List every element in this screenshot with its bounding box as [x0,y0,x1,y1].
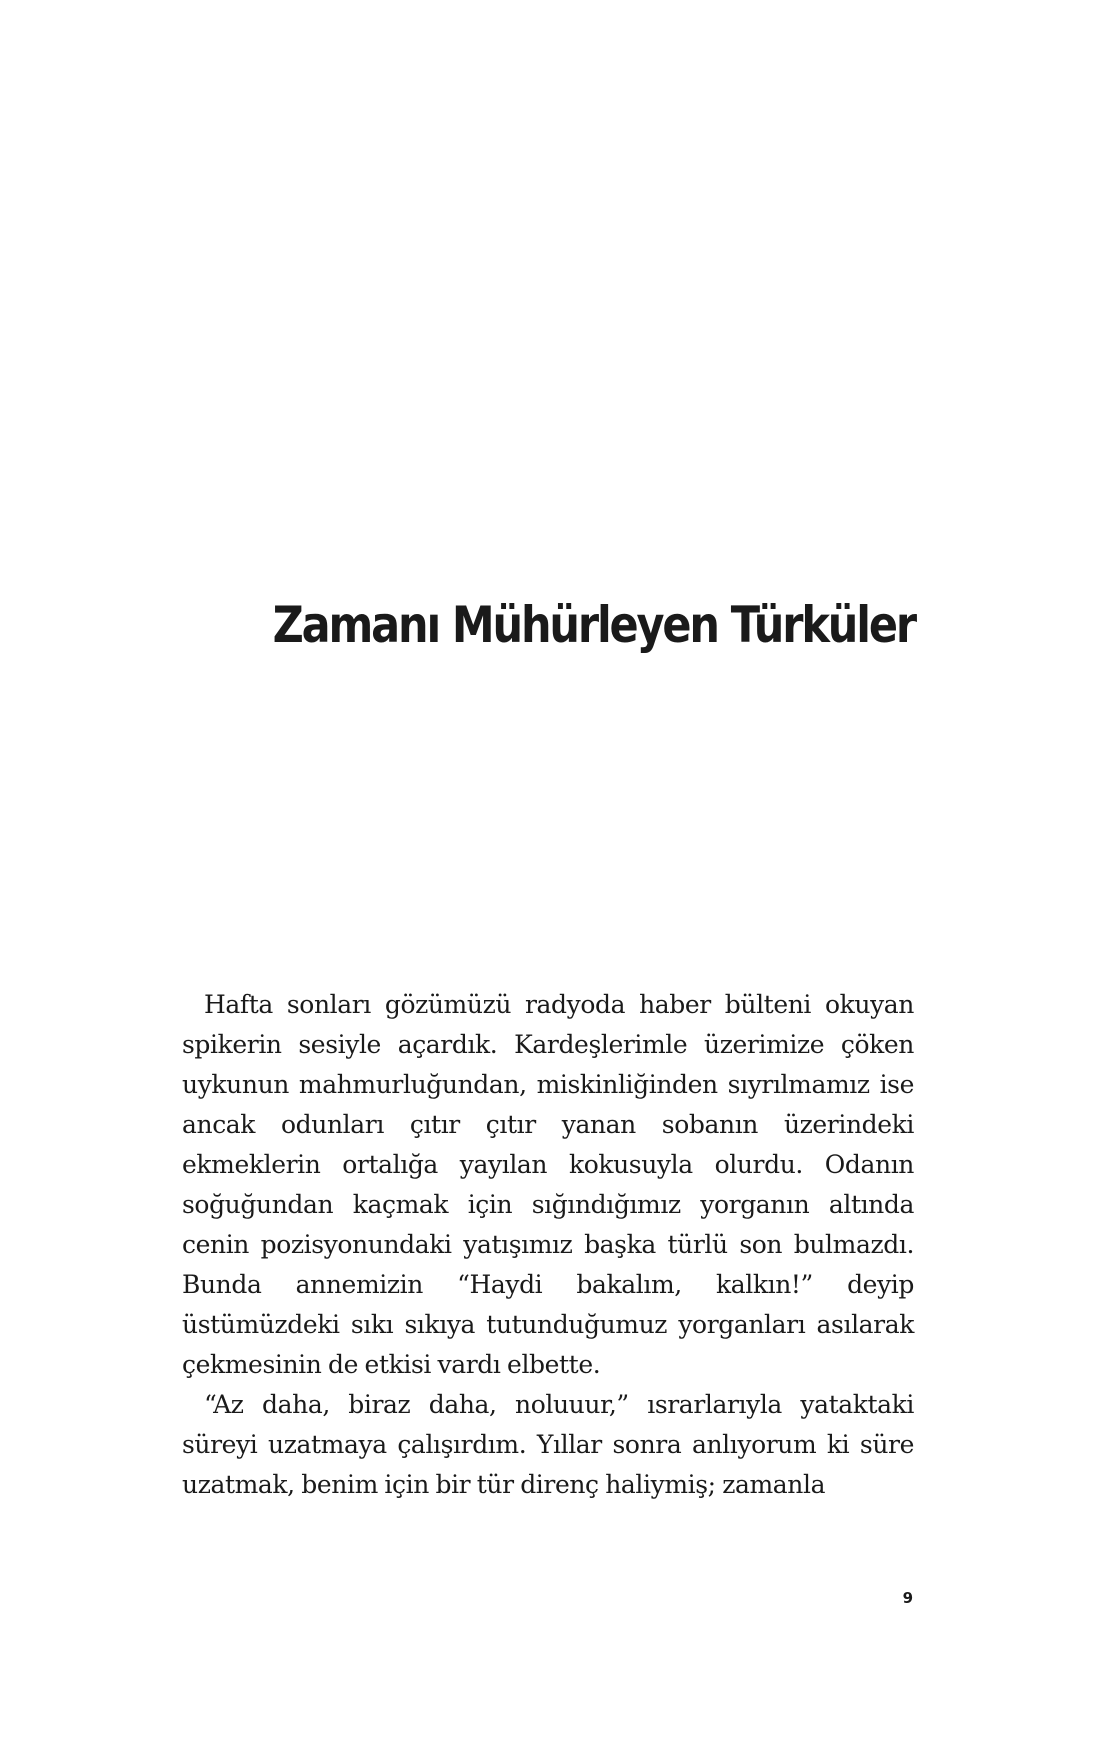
paragraph: Hafta sonları gözümüzü radyoda haber bülteni okuyan spikerin sesiyle açardık. Kardeşlerimle üzerimize çöken uykunun mahmurluğundan, miskinliğinden sıyrılmamız ise ancak odunları çıtır çıtır yanan sobanın üzerindeki ekmeklerin ortalığa yayılan kokusuyla olurdu. Odanın soğuğundan kaçmak için sığındığımız yorganın altında cenin pozisyonundaki yatışımız başka türlü son bulmazdı. Bunda annemizin “Haydi bakalım, kalkın!” deyip üstümüzdeki sıkı sıkıya tutunduğumuz yorganları asılarak çekmesinin de etkisi vardı elbette. [182,990,914,1379]
page-number: 9 [902,1589,913,1607]
body-text [182,985,914,1505]
paragraph: “Az daha, biraz daha, noluuur,” ısrarlarıyla yataktaki süreyi uzatmaya çalışırdım. Yıllar sonra anlıyorum ki süre uzatmak, benim için bir tür direnç haliymiş; zamanla [182,1390,914,1499]
chapter-title: Zamanı Mühürleyen Türküler [272,596,915,654]
